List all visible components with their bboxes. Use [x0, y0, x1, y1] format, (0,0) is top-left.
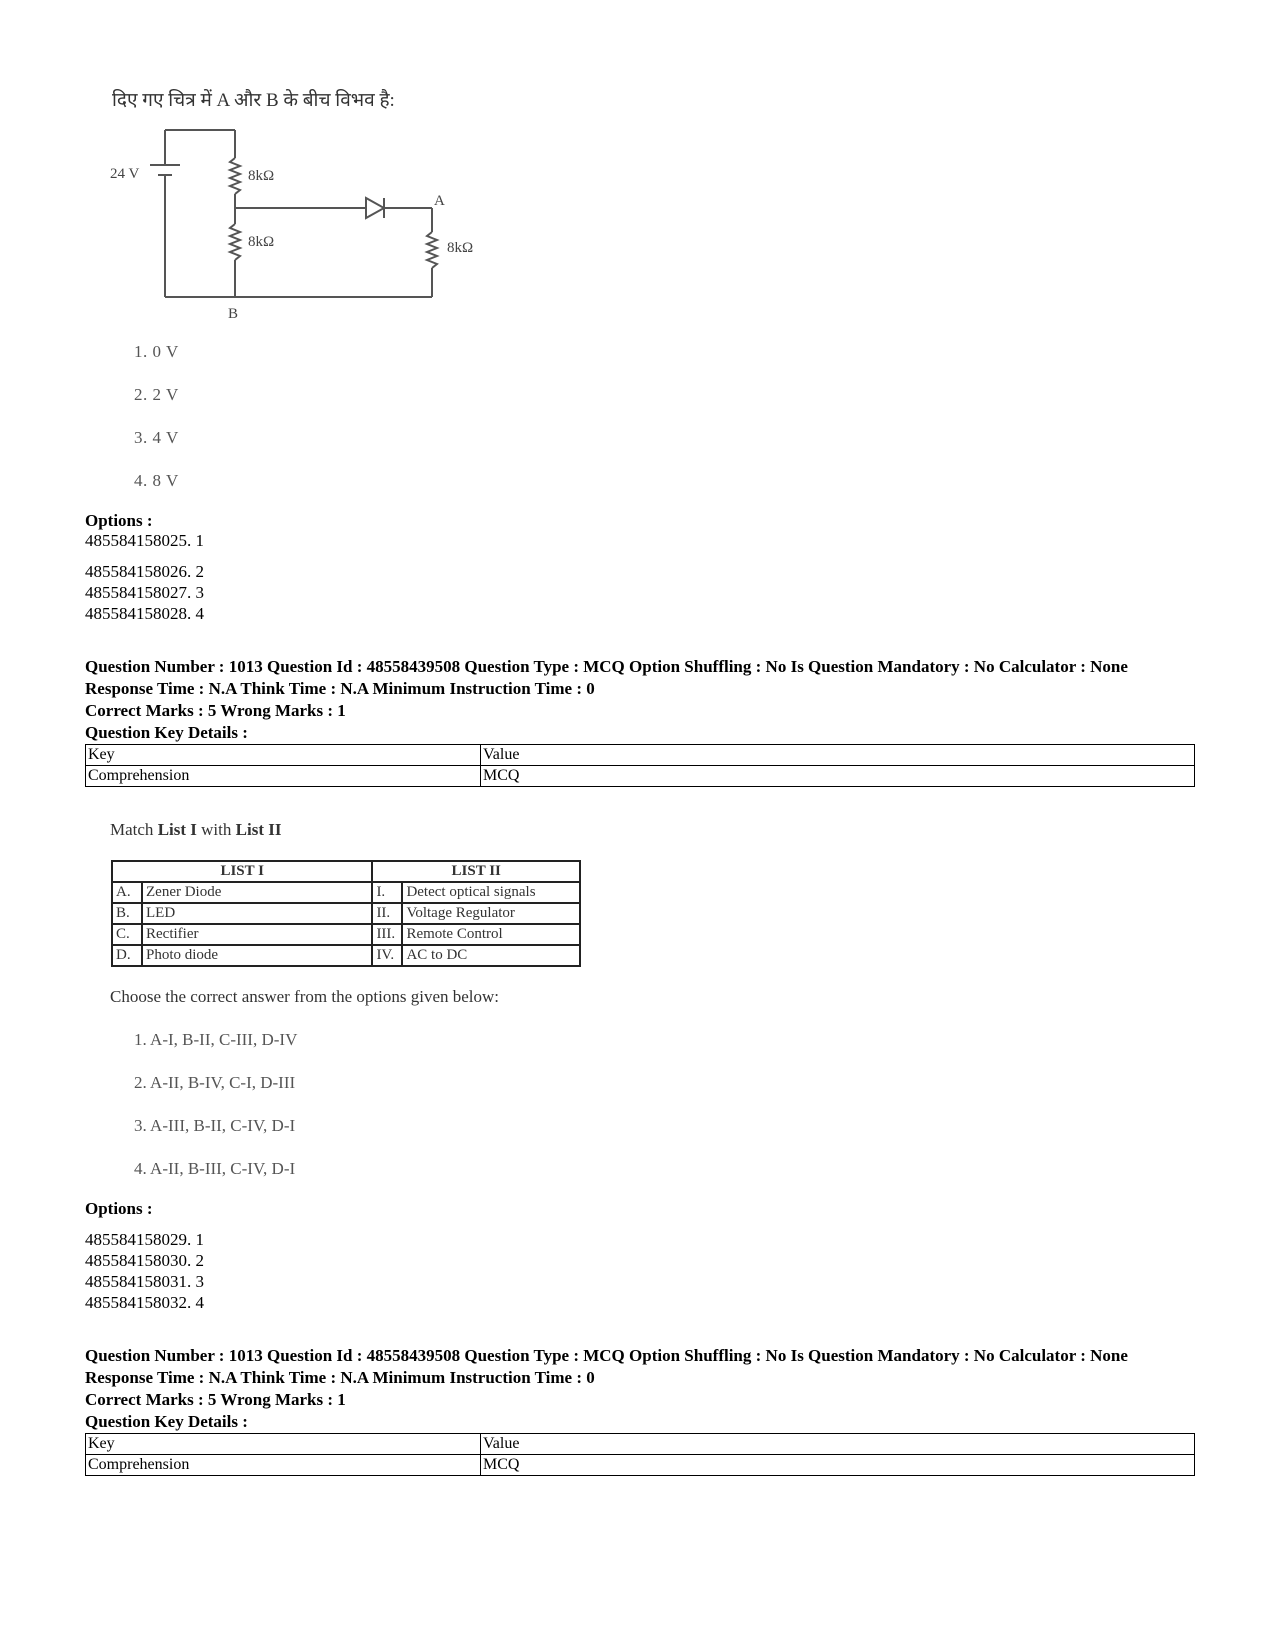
- meta1-key-header: Key: [86, 745, 481, 766]
- l2-key: III.: [372, 924, 402, 945]
- l1-value: LED: [142, 903, 372, 924]
- meta2-value-cell: MCQ: [481, 1455, 1195, 1476]
- q2-prompt-mid: with: [196, 820, 236, 839]
- table-row: [112, 903, 580, 924]
- l2-value: Detect optical signals: [402, 882, 580, 903]
- q1-choice-2: 2. 2 V: [134, 385, 179, 404]
- resistor-r1: [230, 158, 240, 194]
- l1-value: Photo diode: [142, 945, 372, 966]
- q1-choice-1: 1. 0 V: [134, 342, 179, 361]
- q1-choice-3: 3. 4 V: [134, 428, 179, 447]
- q1-option-2: 485584158026. 2: [85, 562, 204, 581]
- r2-label: 8kΩ: [248, 234, 275, 250]
- meta2-line2: Response Time : N.A Think Time : N.A Minimum Instruction Time : 0: [85, 1368, 595, 1387]
- q2-option-2: 485584158030. 2: [85, 1251, 204, 1270]
- meta1-line4: Question Key Details :: [85, 723, 248, 742]
- meta2-block: [85, 1345, 1128, 1433]
- q2-choice-1: 1. A-I, B-II, C-III, D-IV: [134, 1030, 298, 1049]
- q2-choice-2: 2. A-II, B-IV, C-I, D-III: [134, 1073, 296, 1092]
- q1-option-3: 485584158027. 3: [85, 583, 204, 602]
- resistor-r3: [427, 232, 437, 268]
- question1-prompt: दिए गए चित्र में A और B के बीच विभव है:: [112, 90, 395, 111]
- q1-option-4: 485584158028. 4: [85, 604, 204, 623]
- meta1-key-table: [85, 744, 1195, 787]
- q1-option-1: 485584158025. 1: [85, 531, 204, 550]
- q1-choice-4: 4. 8 V: [134, 471, 179, 490]
- resistor-r2: [230, 224, 240, 260]
- q2-options-title: Options :: [85, 1199, 153, 1218]
- meta2-key-cell: Comprehension: [86, 1455, 481, 1476]
- table-row: [112, 945, 580, 966]
- list2-header: LIST II: [372, 861, 580, 882]
- meta1-value-header: Value: [481, 745, 1195, 766]
- q2-instruction: Choose the correct answer from the options given below:: [110, 987, 500, 1006]
- question2-prompt: [110, 820, 281, 840]
- l1-value: Zener Diode: [142, 882, 372, 903]
- table-row: [112, 882, 580, 903]
- meta2-line3: Correct Marks : 5 Wrong Marks : 1: [85, 1390, 346, 1409]
- meta2-key-table: [85, 1433, 1195, 1476]
- l2-value: Voltage Regulator: [402, 903, 580, 924]
- circuit-diagram: [100, 120, 500, 335]
- meta2-line4: Question Key Details :: [85, 1412, 248, 1431]
- node-b-label: B: [228, 306, 239, 322]
- battery-label: 24 V: [110, 166, 140, 182]
- q2-prompt-prefix: Match: [110, 820, 158, 839]
- q2-prompt-list1: List I: [157, 820, 197, 839]
- q2-choice-3: 3. A-III, B-II, C-IV, D-I: [134, 1116, 296, 1135]
- l2-key: IV.: [372, 945, 402, 966]
- q2-choice-4: 4. A-II, B-III, C-IV, D-I: [134, 1159, 296, 1178]
- meta1-line2: Response Time : N.A Think Time : N.A Minimum Instruction Time : 0: [85, 679, 595, 698]
- q2-option-4: 485584158032. 4: [85, 1293, 204, 1312]
- l2-key: II.: [372, 903, 402, 924]
- meta1-line1: Question Number : 1013 Question Id : 48558439508 Question Type : MCQ Option Shuffling : No Is Question Mandatory : No Calculator : None: [85, 657, 1128, 676]
- l1-key: B.: [112, 903, 142, 924]
- list1-header: LIST I: [112, 861, 372, 882]
- l2-value: Remote Control: [402, 924, 580, 945]
- q1-options-title: Options :: [85, 511, 153, 530]
- meta1-line3: Correct Marks : 5 Wrong Marks : 1: [85, 701, 346, 720]
- q2-option-1: 485584158029. 1: [85, 1230, 204, 1249]
- l1-key: A.: [112, 882, 142, 903]
- l1-key: D.: [112, 945, 142, 966]
- q2-option-3: 485584158031. 3: [85, 1272, 204, 1291]
- node-a-label: A: [434, 193, 445, 209]
- meta1-value-cell: MCQ: [481, 766, 1195, 787]
- table-row: [112, 924, 580, 945]
- l2-key: I.: [372, 882, 402, 903]
- diode-triangle: [366, 198, 384, 218]
- q2-prompt-list2: List II: [235, 820, 282, 839]
- r3-label: 8kΩ: [447, 240, 474, 256]
- meta2-key-header: Key: [86, 1434, 481, 1455]
- meta1-key-cell: Comprehension: [86, 766, 481, 787]
- l2-value: AC to DC: [402, 945, 580, 966]
- match-table: [111, 860, 581, 967]
- meta2-line1: Question Number : 1013 Question Id : 48558439508 Question Type : MCQ Option Shuffling : No Is Question Mandatory : No Calculator : None: [85, 1346, 1128, 1365]
- l1-key: C.: [112, 924, 142, 945]
- l1-value: Rectifier: [142, 924, 372, 945]
- meta2-value-header: Value: [481, 1434, 1195, 1455]
- r1-label: 8kΩ: [248, 168, 275, 184]
- meta1-block: [85, 656, 1128, 744]
